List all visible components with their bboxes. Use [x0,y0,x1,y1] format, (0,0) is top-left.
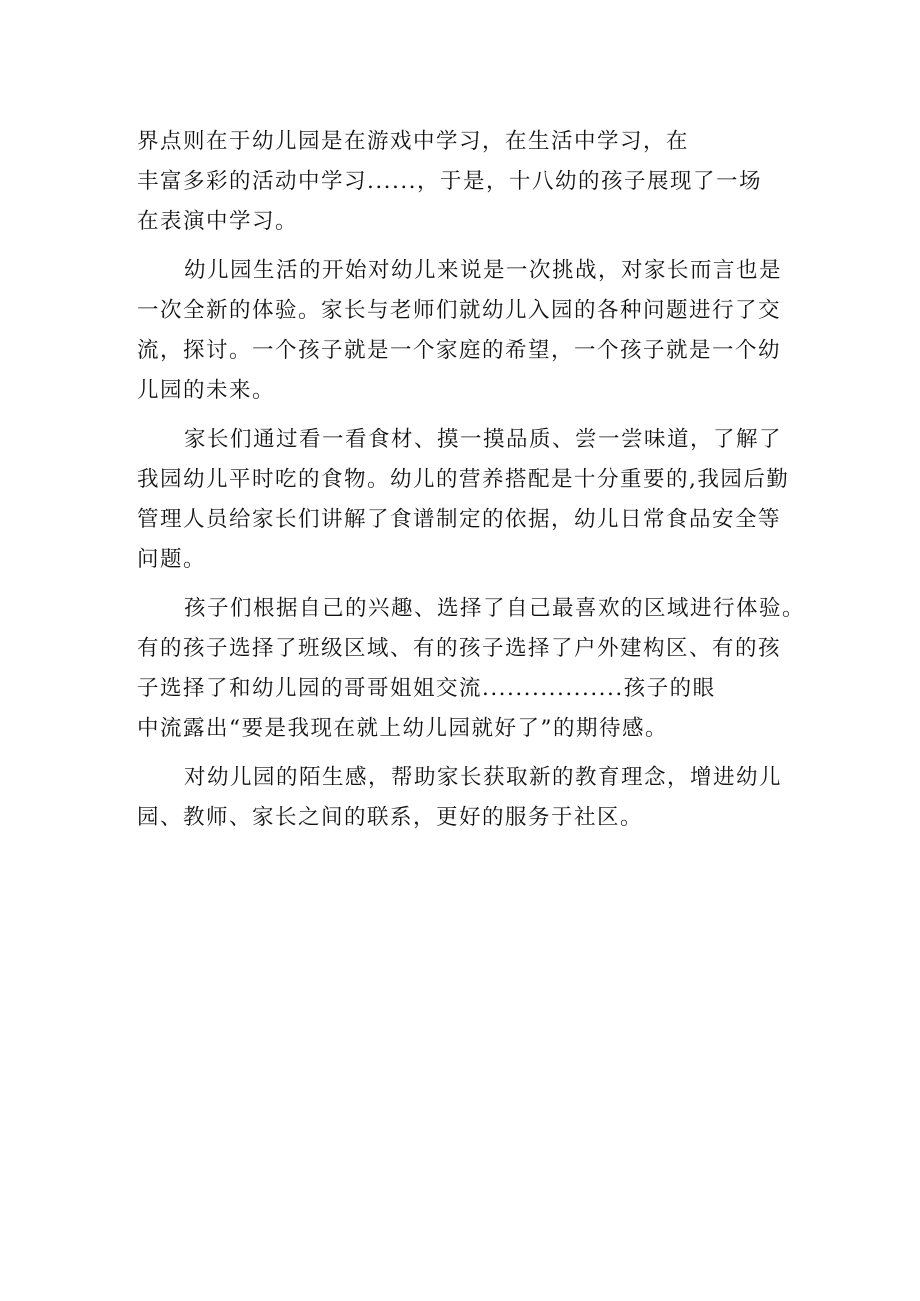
text-line: 界点则在于幼儿园是在游戏中学习，在生活中学习，在 [137,129,690,154]
paragraph-4 [137,589,805,749]
text-line: 幼儿园生活的开始对幼儿来说是一次挑战，对家长而言也是 [184,258,783,283]
text-line: 子选择了和幼儿园的哥哥姐姐交流.................孩子的眼 [137,676,716,701]
text-line: 孩子们根据自己的兴趣、选择了自己最喜欢的区域进行体验。 [184,596,806,621]
paragraph-3 [137,420,805,580]
text-line: 对幼儿园的陌生感，帮助家长获取新的教育理念，增进幼儿 [184,765,783,790]
paragraph-2 [137,251,805,411]
text-line: 管理人员给家长们讲解了食谱制定的依据，幼儿日常食品安全等 [137,507,782,532]
text-line: 家长们通过看一看食材、摸一摸品质、尝一尝味道，了解了 [184,427,783,452]
text-line: 儿园的未来。 [137,378,276,403]
paragraph-5 [137,758,805,838]
body-text [137,122,805,838]
text-line: 园、教师、家长之间的联系，更好的服务于社区。 [137,805,644,830]
text-line: 中流露出“要是我现在就上幼儿园就好了”的期待感。 [137,716,668,741]
text-line: 一次全新的体验。家长与老师们就幼儿入园的各种问题进行了交 [137,298,782,323]
text-line: 我园幼儿平时吃的食物。幼儿的营养搭配是十分重要的,我园后勤 [137,467,790,492]
text-line: 有的孩子选择了班级区域、有的孩子选择了户外建构区、有的孩 [137,636,782,661]
text-line: 问题。 [137,547,207,572]
paragraph-1 [137,122,805,242]
text-line: 流，探讨。一个孩子就是一个家庭的希望，一个孩子就是一个幼 [137,338,782,363]
text-line: 丰富多彩的活动中学习......，于是，十八幼的孩子展现了一场 [137,169,763,194]
text-line: 在表演中学习。 [137,209,299,234]
